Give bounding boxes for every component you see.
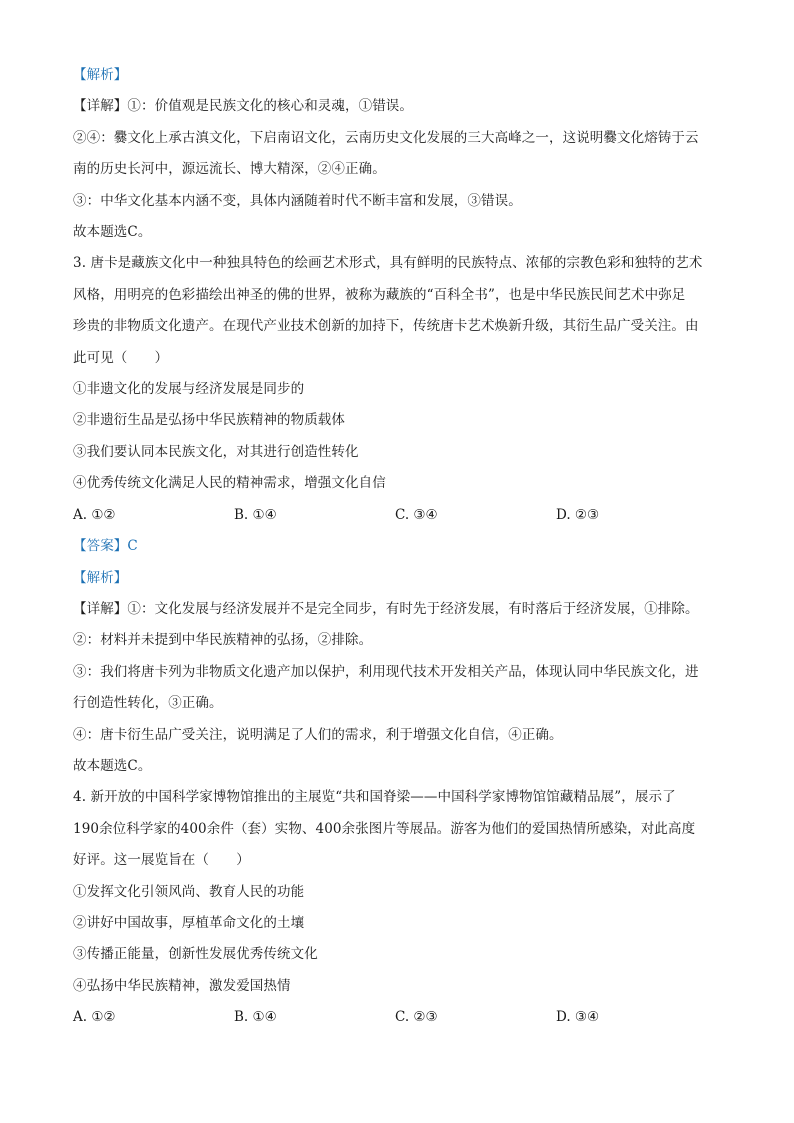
q4-item-3: ③传播正能量，创新性发展优秀传统文化 <box>73 946 318 963</box>
q4-item-4: ④弘扬中华民族精神，激发爱国热情 <box>73 977 291 994</box>
q3-analysis-line-2: ②：材料并未提到中华民族精神的弘扬，②排除。 <box>73 632 373 649</box>
q4-option-c: C. ②③ <box>395 1009 438 1026</box>
q4-option-b: B. ①④ <box>234 1009 277 1026</box>
q3-item-3: ③我们要认同本民族文化，对其进行创造性转化 <box>73 443 359 460</box>
q3-conclusion: 故本题选C。 <box>73 757 152 774</box>
q4-item-1: ①发挥文化引领风尚、教育人民的功能 <box>73 883 305 900</box>
q3-stem-line-4: 此可见（ ） <box>73 349 169 366</box>
q4-item-2: ②讲好中国故事，厚植革命文化的土壤 <box>73 914 305 931</box>
q3-item-1: ①非遗文化的发展与经济发展是同步的 <box>73 381 305 398</box>
q3-analysis-line-3: ③：我们将唐卡列为非物质文化遗产加以保护，利用现代技术开发相关产品，体现认同中华民族文化，进 <box>73 663 699 680</box>
q2-analysis-line-4: ③：中华文化基本内涵不变，具体内涵随着时代不断丰富和发展，③错误。 <box>73 192 522 209</box>
q3-answer: 【答案】C <box>73 538 138 555</box>
q3-stem-line-2: 风格，用明亮的色彩描绘出神圣的佛的世界，被称为藏族的“百科全书”，也是中华民族民间艺术中弥足 <box>73 286 686 303</box>
q2-jiexi-heading: 【解析】 <box>73 67 128 83</box>
q3-option-c: C. ③④ <box>395 506 438 523</box>
q3-item-4: ④优秀传统文化满足人民的精神需求，增强文化自信 <box>73 475 386 492</box>
q4-option-a: A. ①② <box>73 1009 116 1026</box>
q4-option-d: D. ③④ <box>556 1009 600 1026</box>
q3-option-a: A. ①② <box>73 506 116 523</box>
q4-stem-line-1: 4. 新开放的中国科学家博物馆推出的主展览“共和国脊梁——中国科学家博物馆馆藏精品展”，展示了 <box>73 789 676 806</box>
q3-option-d: D. ②③ <box>556 506 600 523</box>
q4-stem-line-3: 好评。这一展览旨在（ ） <box>73 852 250 869</box>
q3-options <box>73 500 723 531</box>
q2-analysis-line-3: 南的历史长河中，源远流长、博大精深，②④正确。 <box>73 161 386 178</box>
q4-options <box>73 1002 723 1033</box>
q3-analysis-line-1: 【详解】①：文化发展与经济发展并不是完全同步，有时先于经济发展，有时落后于经济发展，①排除。 <box>73 600 699 617</box>
q3-option-b: B. ①④ <box>234 506 277 523</box>
q3-analysis-line-4: 行创造性转化，③正确。 <box>73 695 223 712</box>
q3-stem-line-1: 3. 唐卡是藏族文化中一种独具特色的绘画艺术形式，具有鲜明的民族特点、浓郁的宗教色彩和独特的艺术 <box>73 255 703 272</box>
q4-stem-line-2: 190余位科学家的400余件（套）实物、400余张图片等展品。游客为他们的爱国热情所感染，对此高度 <box>73 820 696 837</box>
document-page <box>73 60 723 1034</box>
q3-analysis-line-5: ④：唐卡衍生品广受关注，说明满足了人们的需求，利于增强文化自信，④正确。 <box>73 726 563 743</box>
q2-analysis-line-1: 【详解】①：价值观是民族文化的核心和灵魂，①错误。 <box>73 98 413 115</box>
q2-analysis-line-2: ②④：爨文化上承古滇文化，下启南诏文化，云南历史文化发展的三大高峰之一，这说明爨文化熔铸于云 <box>73 129 699 146</box>
q3-stem-line-3: 珍贵的非物质文化遗产。在现代产业技术创新的加持下，传统唐卡艺术焕新升级，其衍生品广受关注。由 <box>73 318 699 335</box>
q3-item-2: ②非遗衍生品是弘扬中华民族精神的物质载体 <box>73 412 345 429</box>
q2-conclusion: 故本题选C。 <box>73 224 152 241</box>
q3-jiexi-heading: 【解析】 <box>73 569 128 586</box>
